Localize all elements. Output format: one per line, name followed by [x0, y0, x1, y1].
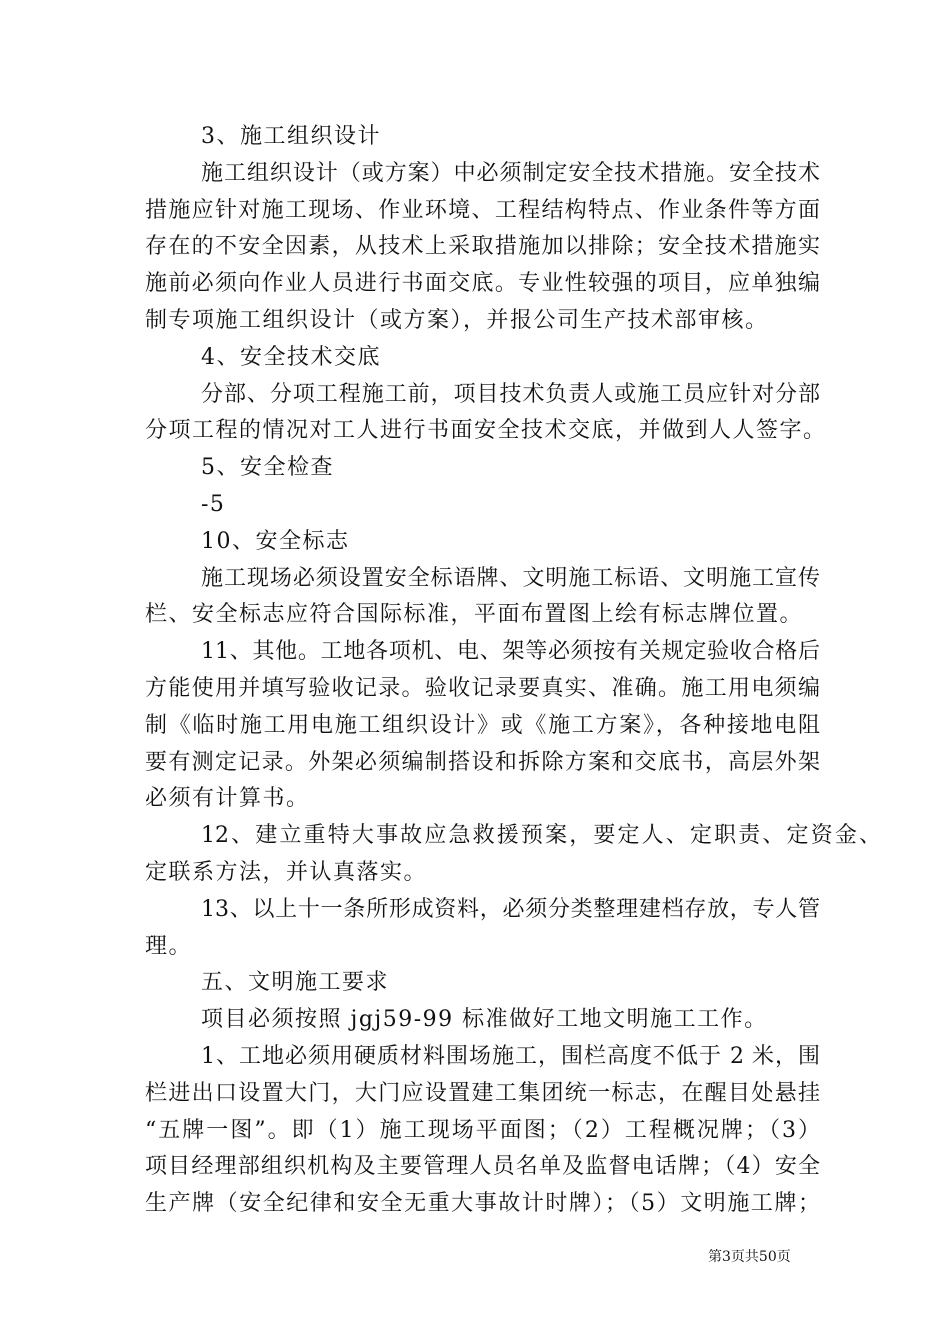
text-line: 制《临时施工用电施工组织设计》或《施工方案》，各种接地电阻 — [145, 712, 820, 738]
text-line: 理。 — [145, 933, 193, 959]
text-line: 11、其他。工地各项机、电、架等必须按有关规定验收合格后 — [201, 639, 820, 665]
text-line: 施工组织设计（或方案）中必须制定安全技术措施。安全技术 — [201, 160, 820, 186]
text-line: 施前必须向作业人员进行书面交底。专业性较强的项目，应单独编 — [145, 271, 820, 297]
text-line: 5、安全检查 — [201, 455, 334, 481]
text-line: 要有测定记录。外架必须编制搭设和拆除方案和交底书，高层外架 — [145, 749, 820, 775]
text-line: 10、安全标志 — [201, 528, 350, 554]
text-line: 制专项施工组织设计（或方案），并报公司生产技术部审核。 — [145, 307, 769, 333]
text-line: “五牌一图”。即（1）施工现场平面图；（2）工程概况牌；（3） — [145, 1117, 820, 1143]
text-line: 12、建立重特大事故应急救援预案，要定人、定职责、定资金、 — [201, 823, 881, 849]
text-line: 定联系方法，并认真落实。 — [145, 859, 428, 885]
text-line: 分部、分项工程施工前，项目技术负责人或施工员应针对分部 — [201, 381, 820, 407]
text-line: 施工现场必须设置安全标语牌、文明施工标语、文明施工宣传 — [201, 565, 820, 591]
text-line: -5 — [201, 491, 226, 517]
text-line: 4、安全技术交底 — [201, 344, 381, 370]
text-line: 13、以上十一条所形成资料，必须分类整理建档存放，专人管 — [201, 896, 820, 922]
text-line: 项目必须按照 jgj59-99 标准做好工地文明施工工作。 — [201, 1007, 768, 1033]
text-line: 3、施工组织设计 — [201, 124, 381, 149]
text-line: 分项工程的情况对工人进行书面安全技术交底，并做到人人签字。 — [145, 418, 827, 444]
text-line: 栏进出口设置大门，大门应设置建工集团统一标志，在醒目处悬挂 — [145, 1080, 820, 1106]
text-line: 必须有计算书。 — [145, 786, 310, 812]
text-line: 方能使用并填写验收记录。验收记录要真实、准确。施工用电须编 — [145, 675, 820, 701]
text-line: 五、文明施工要求 — [201, 970, 390, 996]
text-line: 项目经理部组织机构及主要管理人员名单及监督电话牌；（4）安全 — [145, 1154, 820, 1180]
text-line: 栏、安全标志应符合国际标准，平面布置图上绘有标志牌位置。 — [145, 602, 804, 628]
text-line: 生产牌（安全纪律和安全无重大事故计时牌）；（5）文明施工牌； — [145, 1191, 820, 1217]
text-line: 1、工地必须用硬质材料围场施工，围栏高度不低于 2 米，围 — [201, 1043, 820, 1069]
text-line: 存在的不安全因素，从技术上采取措施加以排除；安全技术措施实 — [145, 234, 820, 260]
document-body — [145, 119, 881, 1223]
page-number-footer: 第3页共50页 — [708, 1249, 791, 1265]
text-line: 措施应针对施工现场、作业环境、工程结构特点、作业条件等方面 — [145, 197, 820, 223]
